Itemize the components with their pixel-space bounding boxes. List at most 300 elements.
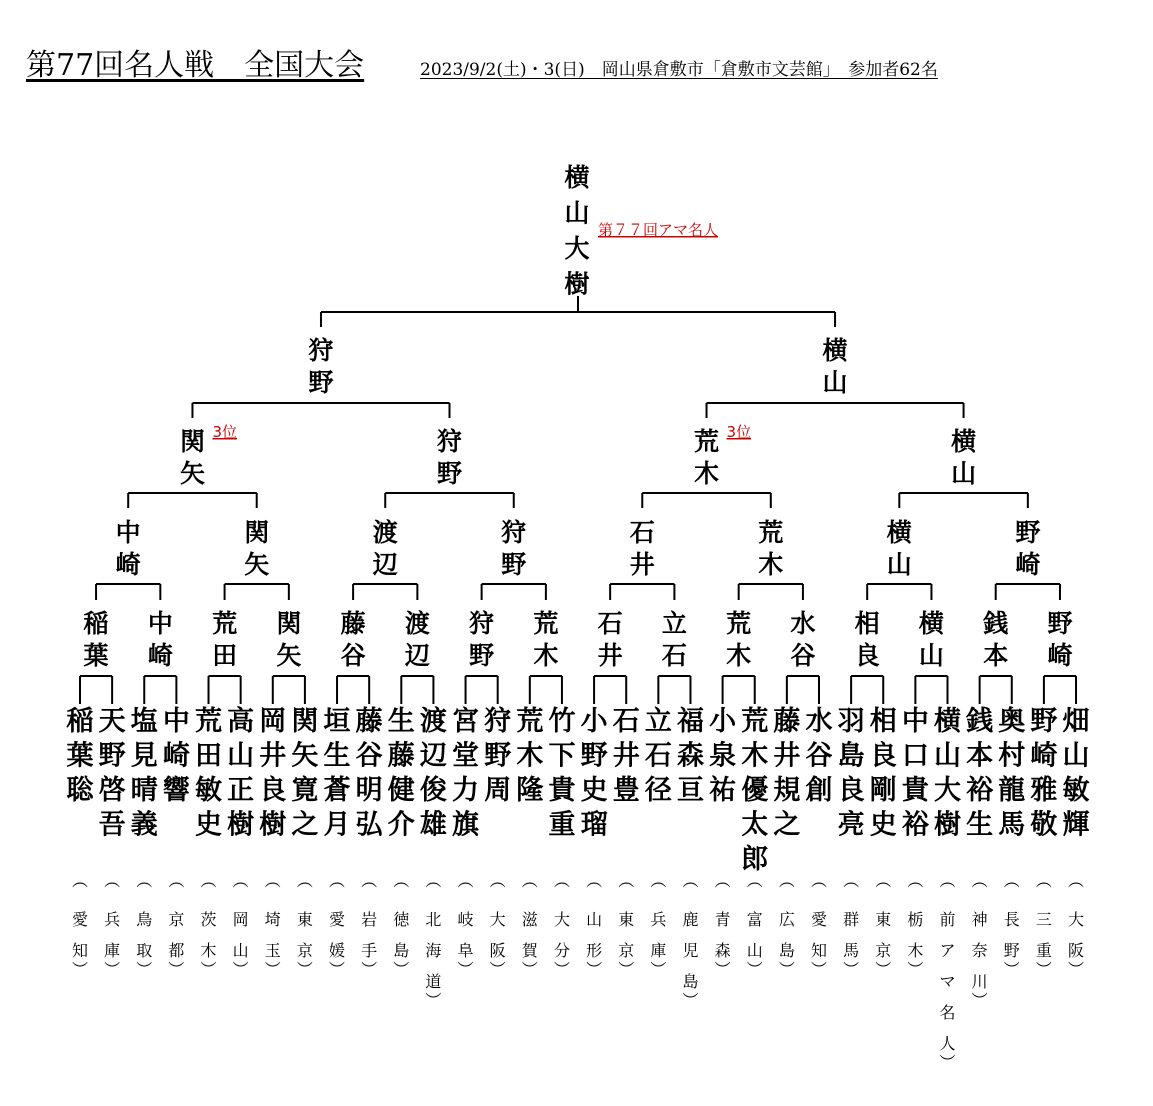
player-name-char: 剛 <box>869 775 897 806</box>
player-name <box>581 706 609 841</box>
player-prefecture <box>201 910 217 960</box>
champion-name-char: 樹 <box>564 269 590 299</box>
third-place-label: 3位 <box>212 423 238 441</box>
paren-close: ︶ <box>232 960 249 979</box>
player-name-char: 小 <box>709 706 737 737</box>
player-name-char: 響 <box>162 775 190 806</box>
player-prefecture-char: 京 <box>875 941 892 960</box>
player-prefecture-char: 鹿 <box>682 910 699 929</box>
player-name <box>484 706 512 806</box>
tournament-info: 2023/9/2(土)・3(日) 岡山県倉敷市「倉敷市文芸館」 参加者62名 <box>420 60 938 80</box>
player-name <box>709 706 737 806</box>
r16-winner <box>1047 609 1073 670</box>
player-name-char: 井 <box>259 740 287 772</box>
player-name-char: 石 <box>644 740 672 772</box>
sf-winner-char: 矢 <box>179 459 205 488</box>
paren-close: ︶ <box>778 960 795 979</box>
player-name-char: 之 <box>773 809 801 841</box>
player-name <box>420 705 447 841</box>
player-name-char: 宮 <box>452 706 480 737</box>
player-name <box>516 706 543 806</box>
sf-winner <box>436 427 463 488</box>
player-name-char: 水 <box>805 706 833 737</box>
player-name-char: 井 <box>612 740 640 772</box>
r16-winner-char: 谷 <box>340 641 366 670</box>
player-name-char: 奥 <box>998 706 1026 737</box>
player-prefecture-char: 児 <box>682 941 699 960</box>
player-name-char: 辺 <box>419 740 447 772</box>
paren-open: ︵ <box>200 871 217 890</box>
player-prefecture-char: 島 <box>682 972 699 991</box>
third-place-label: 3位 <box>726 423 752 441</box>
player-name-char: 岡 <box>259 706 287 737</box>
player-prefecture-char: 大 <box>1068 910 1085 929</box>
player-prefecture-char: 広 <box>778 910 795 929</box>
player-prefecture <box>458 910 474 960</box>
final-winner-char: 野 <box>308 368 334 397</box>
paren-close: ︶ <box>136 960 153 979</box>
sf-winner-char: 野 <box>436 459 463 488</box>
player-name-char: 之 <box>291 809 319 841</box>
player-prefecture-char: 東 <box>296 910 313 929</box>
player-prefecture-char: 手 <box>361 941 378 960</box>
r16-winner <box>790 609 815 670</box>
player-prefecture-char: 神 <box>971 910 988 929</box>
paren-close: ︶ <box>714 960 731 979</box>
player-name-char: 荒 <box>516 706 544 737</box>
player-name-char: 野 <box>98 740 126 772</box>
player-prefecture <box>907 910 923 960</box>
player-name-char: 谷 <box>355 740 383 772</box>
player-name-char: 樹 <box>934 809 962 841</box>
sf-winner <box>950 427 976 488</box>
player-name <box>934 706 961 841</box>
player-prefecture <box>747 910 763 960</box>
r16-winner-char: 中 <box>147 609 173 638</box>
player-prefecture-char: 京 <box>618 941 635 960</box>
paren-close: ︶ <box>200 960 217 979</box>
paren-open: ︵ <box>682 871 699 890</box>
player-prefecture-char: 大 <box>489 910 506 929</box>
player-name <box>773 706 800 841</box>
player-prefecture-char: 木 <box>907 941 924 960</box>
player-prefecture <box>1068 910 1084 960</box>
player-prefecture-char: 北 <box>425 910 442 929</box>
paren-close: ︶ <box>489 960 506 979</box>
player-prefecture-char: ア <box>939 941 956 960</box>
player-name <box>902 706 931 841</box>
qf-winner <box>630 518 655 579</box>
player-prefecture-char: 三 <box>1035 910 1052 929</box>
paren-open: ︵ <box>1035 871 1052 890</box>
player-name-char: 崎 <box>1030 740 1058 772</box>
player-name-char: 樹 <box>259 809 287 841</box>
player-name-char: 木 <box>516 740 544 772</box>
player-name-char: 下 <box>548 740 576 772</box>
paren-close: ︶ <box>971 991 988 1010</box>
player-name-char: 生 <box>966 809 994 841</box>
player-prefecture-char: 形 <box>586 941 603 960</box>
player-name-char: 天 <box>98 706 126 737</box>
player-prefecture-char: 岐 <box>457 910 474 929</box>
r16-winner-char: 井 <box>597 641 623 670</box>
player-name <box>99 706 127 841</box>
final-winner-char: 横 <box>822 336 848 365</box>
player-prefecture-char: 重 <box>1035 941 1052 960</box>
paren-close: ︶ <box>810 960 827 979</box>
player-name-char: 崎 <box>162 740 190 772</box>
player-name-char: 雄 <box>419 809 447 841</box>
r16-winner <box>212 609 237 670</box>
paren-close: ︶ <box>682 991 699 1010</box>
player-prefecture-char: 知 <box>71 941 89 960</box>
paren-open: ︵ <box>264 871 281 890</box>
player-name <box>613 706 640 806</box>
player-name-char: 竹 <box>548 706 576 737</box>
r16-winner <box>662 609 687 670</box>
player-name-char: 中 <box>162 706 190 737</box>
player-name <box>741 706 768 875</box>
champion-name-char: 大 <box>564 234 590 263</box>
player-name-char: 羽 <box>837 706 865 737</box>
paren-close: ︶ <box>71 960 89 979</box>
paren-open: ︵ <box>553 871 570 890</box>
player-name-char: 良 <box>837 775 865 806</box>
player-prefecture <box>779 910 795 960</box>
player-prefecture-char: 阪 <box>1068 941 1085 960</box>
paren-close: ︶ <box>393 960 410 979</box>
qf-winner <box>886 518 912 579</box>
player-name <box>163 706 190 806</box>
paren-open: ︵ <box>586 871 603 890</box>
player-name-char: 村 <box>998 740 1026 772</box>
player-name <box>388 706 415 841</box>
champion-note: 第７７回アマ名人 <box>598 221 719 239</box>
r16-winner-char: 矢 <box>276 641 302 670</box>
r16-winner-char: 葉 <box>83 641 109 670</box>
player-name-char: 月 <box>323 809 351 841</box>
r16-winner-char: 荒 <box>212 609 238 638</box>
player-prefecture <box>233 910 249 960</box>
player-name-char: 堂 <box>452 740 480 772</box>
player-name-char: 銭 <box>966 706 994 737</box>
player-name-char: 小 <box>580 706 608 737</box>
paren-open: ︵ <box>71 871 89 890</box>
player-prefecture-char: 京 <box>296 941 313 960</box>
player-name <box>677 706 704 806</box>
paren-open: ︵ <box>232 871 249 890</box>
player-name <box>870 706 897 841</box>
paren-close: ︶ <box>907 960 924 979</box>
player-prefecture-char: マ <box>939 972 956 991</box>
player-name-char: 聡 <box>66 775 94 806</box>
player-name-char: 吾 <box>98 809 126 841</box>
player-prefecture <box>393 910 410 960</box>
player-name-char: 山 <box>934 740 962 772</box>
qf-winner-char: 野 <box>501 550 527 579</box>
player-name-char: 義 <box>130 809 158 841</box>
r16-winner-char: 田 <box>212 641 238 670</box>
paren-open: ︵ <box>746 871 763 890</box>
player-name-char: 谷 <box>805 740 833 772</box>
player-name-char: 蒼 <box>323 775 351 806</box>
player-prefecture-char: 前 <box>939 910 956 929</box>
player-name-char: 泉 <box>709 740 737 772</box>
qf-winner-char: 崎 <box>115 550 141 579</box>
player-name-char: 亮 <box>837 809 865 841</box>
player-name <box>805 706 832 806</box>
player-name-char: 晴 <box>130 775 158 806</box>
player-name-char: 良 <box>869 740 897 772</box>
player-name <box>131 706 158 841</box>
r16-winner-char: 良 <box>854 641 880 670</box>
player-prefecture-char: 木 <box>200 941 217 960</box>
player-prefecture-char: 人 <box>939 1034 956 1053</box>
champion-name-char: 横 <box>564 163 590 192</box>
player-name <box>548 706 577 841</box>
r16-winner <box>726 609 751 670</box>
player-prefecture <box>136 910 152 960</box>
player-prefecture-char: 茨 <box>200 910 217 929</box>
player-name-char: 雅 <box>1030 775 1058 806</box>
player-prefecture-char: 阜 <box>457 941 474 960</box>
paren-open: ︵ <box>521 871 538 890</box>
player-name <box>259 706 286 841</box>
paren-open: ︵ <box>136 871 153 890</box>
player-name-char: 啓 <box>98 775 126 806</box>
player-name-char: 森 <box>676 740 704 772</box>
champion-name <box>563 163 589 299</box>
player-prefecture <box>811 910 827 960</box>
paren-close: ︶ <box>553 960 570 979</box>
player-prefecture <box>522 910 539 960</box>
r16-winner-char: 木 <box>726 641 752 670</box>
player-name-char: 太 <box>741 809 769 841</box>
r16-winner-char: 本 <box>983 641 1009 670</box>
player-name-char: 荒 <box>741 706 769 737</box>
player-name-char: 井 <box>773 740 801 772</box>
player-prefecture-char: 京 <box>168 910 185 929</box>
player-name-char: 力 <box>452 775 480 806</box>
sf-winner <box>180 427 205 488</box>
player-prefecture <box>1004 910 1020 960</box>
player-name <box>324 706 351 841</box>
player-prefecture <box>104 910 120 960</box>
player-name-char: 史 <box>195 809 223 841</box>
player-prefecture-char: 馬 <box>843 941 860 960</box>
player-name <box>838 706 865 841</box>
player-prefecture-char: 庫 <box>104 941 121 960</box>
player-name-char: 介 <box>387 809 415 841</box>
paren-close: ︶ <box>939 1053 956 1072</box>
player-prefecture-char: 滋 <box>521 910 538 929</box>
paren-close: ︶ <box>1003 960 1020 979</box>
sf-winner-char: 狩 <box>436 427 463 456</box>
final-winner-char: 狩 <box>308 336 334 365</box>
r16-winner-char: 野 <box>469 641 495 670</box>
player-name-char: 生 <box>323 740 351 772</box>
r16-winner <box>148 609 173 670</box>
player-prefecture-char: 兵 <box>104 910 121 929</box>
player-prefecture-char: 岡 <box>232 910 249 929</box>
player-prefecture <box>875 910 891 960</box>
r16-winner-char: 山 <box>918 641 944 670</box>
player-name-char: 史 <box>869 809 897 841</box>
player-name <box>965 705 994 841</box>
qf-winner-char: 横 <box>886 518 912 547</box>
player-prefecture-char: 分 <box>553 941 570 960</box>
player-name-char: 山 <box>1062 740 1090 772</box>
player-prefecture-char: 東 <box>875 910 892 929</box>
qf-winner <box>758 518 783 579</box>
paren-open: ︵ <box>971 871 988 890</box>
final-winner <box>822 336 848 397</box>
player-prefecture <box>361 910 377 960</box>
player-prefecture-char: 長 <box>1003 910 1020 929</box>
player-name-char: 旗 <box>452 809 480 841</box>
player-name-char: 野 <box>580 740 608 772</box>
paren-close: ︶ <box>875 960 892 979</box>
player-name-char: 狩 <box>484 706 512 737</box>
player-prefecture <box>972 910 988 991</box>
player-name-char: 輝 <box>1062 809 1090 841</box>
player-name-char: 横 <box>934 706 962 737</box>
player-prefecture <box>650 910 666 960</box>
player-prefecture <box>586 910 602 960</box>
qf-winner-char: 石 <box>629 518 655 547</box>
paren-close: ︶ <box>650 960 667 979</box>
player-prefecture-char: 群 <box>843 910 860 929</box>
player-prefecture <box>715 910 731 960</box>
player-name-char: 藤 <box>387 740 415 772</box>
paren-open: ︵ <box>457 871 474 890</box>
tournament-title: 第77回名人戦 全国大会 <box>26 48 365 83</box>
r16-winner <box>855 609 880 670</box>
player-prefecture-char: 山 <box>586 910 603 929</box>
r16-winner-char: 崎 <box>147 641 173 670</box>
qf-winner-char: 関 <box>244 518 270 547</box>
player-prefecture-char: 愛 <box>329 910 346 929</box>
player-prefecture <box>618 910 634 960</box>
player-prefecture-char: 阪 <box>489 941 506 960</box>
player-name-char: 矢 <box>291 740 319 772</box>
player-name-char: 垣 <box>323 706 351 737</box>
player-name-char: 石 <box>612 706 640 737</box>
r16-winner-char: 狩 <box>469 609 495 638</box>
player-name-char: 樹 <box>227 809 255 841</box>
player-prefecture-char: 海 <box>425 941 442 960</box>
paren-open: ︵ <box>843 871 860 890</box>
player-name-char: 敏 <box>195 775 223 806</box>
player-name-char: 貴 <box>901 775 929 806</box>
player-name-char: 隆 <box>516 775 544 806</box>
player-name-char: 大 <box>934 775 962 806</box>
r16-winner-char: 谷 <box>790 641 816 670</box>
sf-winner-char: 関 <box>179 427 205 456</box>
qf-winner-char: 崎 <box>1015 550 1041 579</box>
player-name <box>1062 706 1091 841</box>
player-name-char: 木 <box>741 740 769 772</box>
player-name-char: 関 <box>291 706 319 737</box>
player-prefecture-char: 愛 <box>810 910 827 929</box>
player-prefecture <box>940 910 956 1053</box>
paren-open: ︵ <box>714 871 731 890</box>
player-name-char: 規 <box>773 775 801 806</box>
r16-winner-char: 水 <box>790 609 816 638</box>
player-name-char: 重 <box>548 809 576 841</box>
r16-winner <box>341 609 366 670</box>
player-name <box>66 706 95 806</box>
player-prefecture-char: 山 <box>746 941 763 960</box>
r16-winner-char: 荒 <box>533 609 559 638</box>
player-name-char: 創 <box>805 775 833 806</box>
player-prefecture <box>297 910 313 960</box>
player-prefecture-char: 大 <box>553 910 570 929</box>
qf-winner <box>373 518 398 579</box>
qf-winner-char: 渡 <box>372 518 398 547</box>
player-name-char: 周 <box>484 775 512 806</box>
player-name-char: 史 <box>580 775 608 806</box>
player-prefecture <box>329 910 345 960</box>
player-name-char: 島 <box>837 740 865 772</box>
qf-winner-char: 荒 <box>758 518 784 547</box>
final-winner <box>307 336 334 397</box>
paren-close: ︶ <box>843 960 860 979</box>
r16-winner-char: 木 <box>533 641 559 670</box>
r16-winner-char: 稲 <box>83 609 109 638</box>
player-prefecture-char: 山 <box>232 941 249 960</box>
paren-open: ︵ <box>875 871 892 890</box>
player-prefecture-char: 鳥 <box>136 910 153 929</box>
player-name-char: 馬 <box>998 809 1026 841</box>
player-name <box>645 706 672 806</box>
player-name-char: 寛 <box>291 775 319 806</box>
r16-winner-char: 崎 <box>1047 641 1073 670</box>
final-winner-char: 山 <box>822 368 848 397</box>
qf-winner <box>500 518 527 579</box>
champion-name-char: 山 <box>564 198 590 228</box>
player-name-char: 立 <box>644 706 672 737</box>
r16-winner <box>276 609 301 670</box>
player-name-char: 葉 <box>66 740 94 772</box>
player-name <box>227 705 254 841</box>
paren-close: ︶ <box>586 960 603 979</box>
paren-close: ︶ <box>457 960 474 979</box>
player-name-char: 口 <box>901 740 929 772</box>
r16-winner <box>83 609 109 670</box>
player-name <box>195 706 222 841</box>
r16-winner-char: 藤 <box>340 609 366 638</box>
player-prefecture-char: 富 <box>746 910 763 929</box>
sf-winner-char: 木 <box>694 459 720 488</box>
paren-open: ︵ <box>329 871 346 890</box>
player-prefecture-char: 名 <box>939 1003 956 1022</box>
player-prefecture-char: 兵 <box>650 910 667 929</box>
player-prefecture <box>554 910 570 960</box>
paren-close: ︶ <box>296 960 313 979</box>
r16-winner-char: 辺 <box>404 641 430 670</box>
player-name-char: 福 <box>676 706 704 737</box>
paren-open: ︵ <box>1003 871 1020 890</box>
paren-open: ︵ <box>296 871 313 890</box>
player-name-char: 俊 <box>419 775 447 806</box>
paren-open: ︵ <box>168 871 185 890</box>
paren-close: ︶ <box>521 960 538 979</box>
r16-winner <box>598 609 623 670</box>
player-name-char: 健 <box>387 775 415 806</box>
player-name-char: 貴 <box>548 775 576 806</box>
qf-winner-char: 辺 <box>372 550 398 579</box>
